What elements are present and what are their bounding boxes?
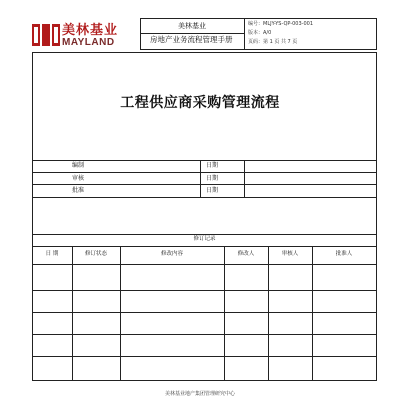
header-manual-title: 房地产业务流程管理手册 xyxy=(150,35,233,44)
revision-col-modifier: 修改人 xyxy=(237,251,255,257)
signoff-date-label: 日期 xyxy=(206,187,219,194)
logo-english-name: MAYLAND xyxy=(62,37,115,48)
revision-col-content: 修改内容 xyxy=(160,251,183,257)
doc-version: 版本：A/0 xyxy=(248,30,272,36)
revision-table-title: 修订记录 xyxy=(193,236,216,242)
company-logo-mark xyxy=(32,24,60,46)
signoff-label-approved: 批准 xyxy=(72,187,85,194)
document-title: 工程供应商采购管理流程 xyxy=(120,95,280,111)
logo-chinese-name: 美林基业 xyxy=(62,23,119,38)
signoff-label-reviewed: 审核 xyxy=(72,175,85,182)
doc-page-number: 页码：第 1 页 共 7 页 xyxy=(248,39,298,45)
signoff-date-label: 日期 xyxy=(206,162,219,169)
signoff-date-label: 日期 xyxy=(206,175,219,182)
signoff-label-prepared: 编制 xyxy=(72,162,85,169)
revision-col-date: 日 期 xyxy=(45,251,59,257)
revision-col-approver: 批准人 xyxy=(335,251,353,257)
header-company-name: 美林基业 xyxy=(178,22,206,30)
revision-col-status: 修订状态 xyxy=(84,251,107,257)
doc-number: 编号：MLJY-YS-QP-003-001 xyxy=(248,21,313,27)
page-footer: 美林基业地产集团管理研究中心 xyxy=(164,391,235,397)
revision-col-reviewer: 审核人 xyxy=(281,251,299,257)
